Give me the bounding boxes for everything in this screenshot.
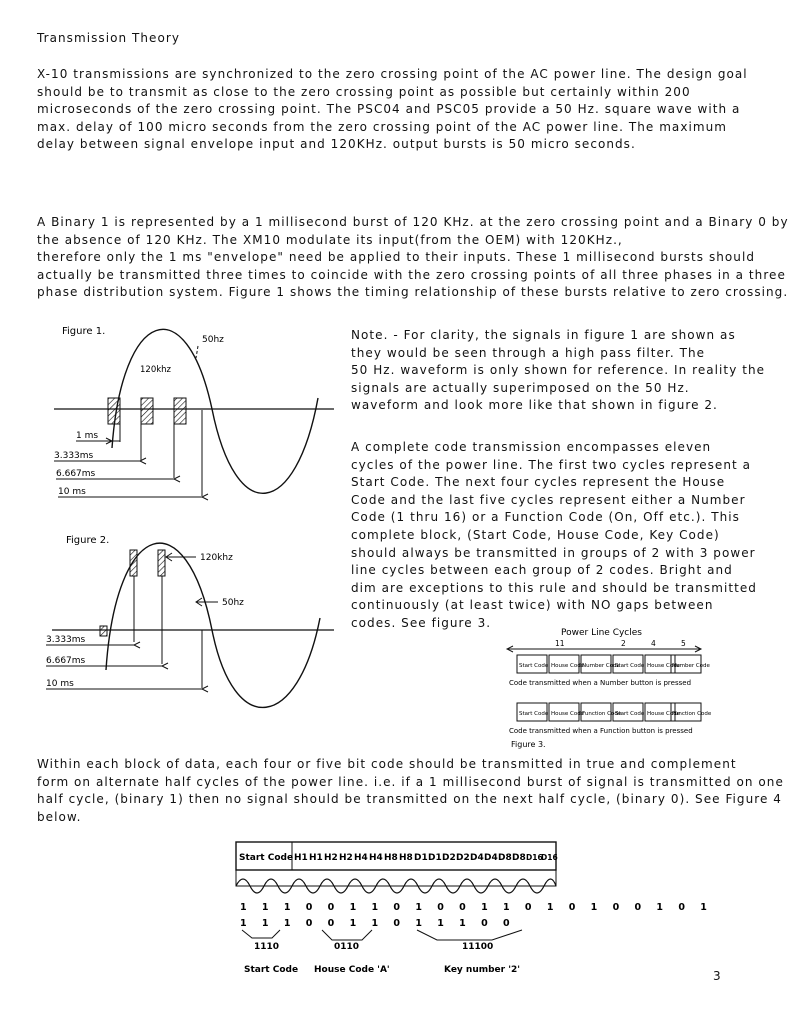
caption-house-code: House Code 'A' (314, 965, 390, 975)
text-line: A complete code transmission encompasses eleven (351, 440, 712, 454)
text-line: dim are exceptions to this rule and should be transmitted (351, 580, 757, 595)
cycle-count: 5 (681, 639, 686, 648)
burst-120khz-label: 120khz (200, 553, 233, 563)
figure-4-diagram (232, 838, 713, 988)
code-cell: Number Code (582, 663, 620, 669)
header-cell: D1 (428, 853, 442, 863)
page-number: 3 (713, 969, 722, 983)
header-cell: H4 (354, 853, 368, 863)
wave-box (236, 870, 556, 886)
code-row-function (517, 703, 712, 721)
code-row-number (517, 655, 711, 673)
header-cell: H1 (294, 853, 308, 863)
burst-3 (158, 550, 165, 576)
paragraph-true-complement (37, 756, 784, 826)
paragraph-code-transmission (351, 439, 757, 633)
code-cell: House Code (551, 711, 585, 717)
code-cell: Number Code (672, 663, 710, 669)
arrow-icon (202, 494, 208, 500)
paragraph-sync (37, 66, 748, 154)
figure-1-diagram (36, 318, 336, 526)
header-cell: D8 (512, 853, 526, 863)
text-line: codes. See figure 3. (351, 615, 492, 630)
figure-1-label: Figure 1. (62, 326, 106, 337)
caption-start-code: Start Code (244, 965, 299, 975)
row-caption: Code transmitted when a Number button is pressed (509, 679, 692, 687)
text-line: microseconds of the zero crossing point. The PSC04 and PSC05 provide a 50 Hz. square wave with a (37, 102, 741, 117)
group-brace (322, 930, 372, 940)
timing-label: 1 ms (76, 431, 99, 441)
leader-line (196, 346, 198, 358)
timing-label: 10 ms (58, 487, 86, 497)
code-cell: House Code (647, 711, 681, 717)
text-line: the absence of 120 KHz. The XM10 modulate its input(from the OEM) with 120KHz., (37, 232, 623, 247)
cycle-count: 11 (555, 639, 565, 648)
page-title: Transmission Theory (37, 31, 180, 45)
text-line: signals are actually superimposed on the 50 Hz. (351, 380, 690, 395)
header-cell: D16 (541, 853, 558, 862)
text-line: delay between signal envelope input and 120KHz. output bursts is 50 micro seconds. (37, 137, 636, 152)
group-label: 11100 (462, 942, 494, 952)
burst-2 (130, 550, 137, 576)
header-cell: D2 (456, 853, 470, 863)
paragraph-binary (37, 214, 789, 302)
timing-label: 6.667ms (46, 656, 86, 666)
burst-1 (100, 626, 107, 636)
header-cell: D1 (414, 853, 428, 863)
timing-label: 3.333ms (54, 451, 94, 461)
header-cell: D2 (442, 853, 456, 863)
arrow-icon (202, 686, 208, 692)
text-line: max. delay of 100 micro seconds from the zero crossing point of the AC power line. The maximum (37, 119, 728, 134)
header-cell: H2 (324, 853, 338, 863)
header-cell: Start Code (239, 853, 294, 863)
header-cell: H4 (369, 853, 383, 863)
text-line: A Binary 1 is represented by a 1 millisecond burst of 120 KHz. at the zero crossing point and a Binary 0 by (37, 215, 789, 229)
bits-row-2: 1 1 1 0 0 1 1 0 1 1 1 0 0 (240, 918, 516, 929)
text-line: form on alternate half cycles of the power line. i.e. if a 1 millisecond burst of signal is transmitted on one (37, 774, 784, 789)
cycle-count: 4 (651, 639, 656, 648)
code-cell: Start Code (615, 663, 645, 669)
group-label: 0110 (334, 942, 360, 952)
text-line: waveform and look more like that shown in figure 2. (351, 398, 718, 413)
burst-1 (108, 398, 120, 424)
text-line: X-10 transmissions are synchronized to the zero crossing point of the AC power line. The design goal (37, 67, 748, 81)
cycle-count: 2 (621, 639, 626, 648)
wave-50hz-label: 50hz (202, 335, 224, 345)
text-line: Note. - For clarity, the signals in figure 1 are shown as (351, 328, 736, 342)
bits-row-1: 1 1 1 0 0 1 1 0 1 0 0 1 1 0 1 0 1 0 0 1 0 1 (240, 902, 713, 913)
text-line: below. (37, 809, 82, 824)
arrow-icon (162, 663, 168, 669)
header-cell: H8 (399, 853, 413, 863)
header-cell: D8 (498, 853, 512, 863)
burst-3 (174, 398, 186, 424)
timing-label: 6.667ms (56, 469, 96, 479)
figure-2-label: Figure 2. (66, 535, 110, 546)
header-cell: D4 (484, 853, 498, 863)
text-line: Code (1 thru 16) or a Function Code (On, Off etc.). This (351, 510, 740, 525)
arrow-icon (134, 642, 140, 648)
group-brace (417, 930, 522, 940)
code-cell: Start Code (519, 711, 549, 717)
header-cell: D16 (526, 853, 543, 862)
code-cell: Function Code (582, 711, 622, 717)
timing-label: 10 ms (46, 679, 74, 689)
text-line: cycles of the power line. The first two cycles represent a (351, 457, 752, 472)
code-cell: Function Code (672, 711, 712, 717)
text-line: Within each block of data, each four or five bit code should be transmitted in true and complement (37, 757, 737, 771)
bit-header (239, 853, 558, 863)
text-line: should be to transmit as close to the zero crossing point as possible but certainly within 200 (37, 84, 691, 99)
arrow-icon (174, 476, 180, 482)
figure-3-diagram (505, 625, 712, 753)
code-cell: Start Code (615, 711, 645, 717)
text-line: phase distribution system. Figure 1 shows the timing relationship of these bursts relative to zero crossing. (37, 285, 789, 300)
figure-3-title: Power Line Cycles (561, 628, 642, 638)
text-line: Start Code. The next four cycles represent the House (351, 475, 726, 490)
burst-120khz-label: 120khz (140, 365, 171, 375)
text-line: actually be transmitted three times to coincide with the zero crossing points of all three phases in a three (37, 267, 786, 282)
text-line: complete block, (Start Code, House Code, Key Code) (351, 527, 720, 542)
figure-2-diagram (36, 530, 336, 720)
code-cell: House Code (647, 663, 681, 669)
group-label: 1110 (254, 942, 280, 952)
wave-50hz-label: 50hz (222, 598, 244, 608)
sine-wave-50hz (106, 543, 320, 707)
timing-label: 3.333ms (46, 635, 86, 645)
header-cell: D4 (470, 853, 484, 863)
row-caption: Code transmitted when a Function button is pressed (509, 727, 693, 735)
text-line: continuously (at least twice) with NO gaps between (351, 598, 714, 613)
figure-3-label: Figure 3. (511, 740, 546, 749)
header-cell: H8 (384, 853, 398, 863)
text-line: half cycle, (binary 1) then no signal should be transmitted on the next half cycle, (binary 0). See Figure 4 (37, 792, 782, 807)
text-line: therefore only the 1 ms "envelope" need be applied to their inputs. These 1 millisecond bursts should (37, 250, 756, 265)
header-cell: H1 (309, 853, 323, 863)
text-line: line cycles between each group of 2 codes. Bright and (351, 563, 733, 578)
burst-2 (141, 398, 153, 424)
code-cell: Start Code (519, 663, 549, 669)
text-line: they would be seen through a high pass filter. The (351, 345, 706, 360)
text-line: 50 Hz. waveform is only shown for reference. In reality the (351, 363, 766, 378)
paragraph-note (351, 327, 765, 415)
header-cell: H2 (339, 853, 353, 863)
text-line: Code and the last five cycles represent either a Number (351, 492, 746, 507)
group-brace (242, 930, 280, 938)
text-line: should always be transmitted in groups of 2 with 3 power (351, 545, 756, 560)
caption-key-number: Key number '2' (444, 965, 521, 975)
code-cell: House Code (551, 663, 585, 669)
